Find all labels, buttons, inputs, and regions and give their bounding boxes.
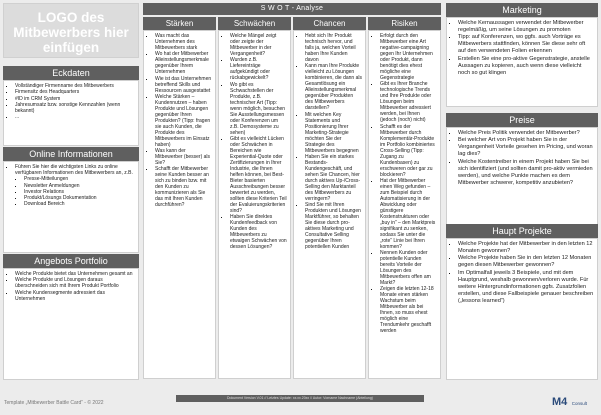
angebot-section — [3, 254, 139, 380]
marketing-body — [446, 17, 598, 107]
swot-header-risiken: Risiken — [368, 17, 441, 30]
online-title: Online Informationen — [3, 147, 139, 161]
swot-header-schwaechen: Schwächen — [218, 17, 291, 30]
angebot-item: ▪ Welche Produkte bietet das Unternehmen gesamt an — [15, 271, 135, 277]
angebot-title: Angebots Portfolio — [3, 254, 139, 268]
chancen-item: ▪ Haben Sie ein starkes Bestands-Kundengeschäft, und sehen Sie Chancen, hier durch aktives Up-/Cross-Selling den Marktanteil des Mitbewerbers zu verringern? — [305, 154, 362, 202]
brand-sub: Consult — [571, 401, 587, 406]
eckdaten-item: ▪ Vollständiger Firmenname des Mitbewerbers — [15, 83, 135, 89]
staerken-item: ▪ Wie ist das Unternehmen betreffend Skills und Ressourcen ausgestattet — [155, 76, 212, 94]
swot-staerken-cell — [143, 30, 216, 379]
projekte-section — [446, 224, 598, 380]
footer-doc-version: Dokument Version V.01 // Letztes Update: xx.xx.20xx // Autor: Vorname Nachname (Abteilung) — [176, 395, 424, 402]
marketing-item: ▪ Tipp: auf Konferenzen, wo ggfs. auch Vorträge es Mitbewerbers stattfinden, können Sie diese sehr oft auf den verwendeten Folien erkennen — [458, 34, 594, 55]
risiken-item: ▪ Hat der Mitbewerber einen Weg gefunden – zum Beispiel durch Automatisierung in der Abwicklung oder günstigere Kostenstrukturen oder „buy in“ – den Marktpreis signifikant zu senken, sodass Sie unter die „rote“ Linie bei Ihren kommen? — [380, 178, 437, 250]
projekte-item: ▪ Im Optimalfall jeweils 3 Beispiele, und mit dem Hauptgrund, weshalb gewonnen/verloren wurde. Für weitere Hintergrundinformationen ggfs. Zusatzfolien erstellen, und diese Fallbeispiele genauer beschreiben („lessons learned“) — [458, 270, 594, 305]
swot-risiken-cell — [368, 30, 441, 379]
eckdaten-section — [3, 66, 139, 146]
preise-item: ▪ Welche Preis Politik verwendet der Mitbewerber? — [458, 130, 594, 137]
marketing-title: Marketing — [446, 3, 598, 17]
preise-item: ▪ Welche Kostentreiber in einem Projekt haben Sie bei sich identifiziert (und sollten damit pro-aktiv vermieden werden), und welche Punkte machen es dem Mitbewerber schwerer, kompetitiv anzubieten? — [458, 159, 594, 187]
swot-title: S W O T - Analyse — [143, 3, 441, 15]
marketing-item: ▪ Welche Kernaussagen verwendet der Mitbewerber regelmäßig, um seine Lösungen zu promoten — [458, 20, 594, 34]
angebot-item: ▪ Welche Produkte und Lösungen daraus überschneiden sich mit Ihrem Produkt Portfolio — [15, 277, 135, 289]
online-link-item: ▪ Produkt/Lösungs Dokumentation — [24, 195, 135, 201]
chancen-item: ▪ Kann man Ihre Produkte vielleicht zu Lösungen kombinieren, die dann als Gesamtlösung ein Alleinstellungsmerkmal gegenüber Produkten des Mitbewerbers darstellen? — [305, 63, 362, 111]
marketing-item: ▪ Erstellen Sie eine pro-aktive Gegenstrategie, anstelle Aussagen zu kopieren, auch wenn diese vielleicht noch so gut klingen — [458, 56, 594, 77]
projekte-title: Haupt Projekte — [446, 224, 598, 238]
risiken-item: ▪ Erfolgt durch den Mitbewerber eine Art negative-campaigning gegen Ihr Unternehmen oder Produkt, dann benötigt dies ehest mögliche eine Gegenstrategie — [380, 33, 437, 81]
risiken-item: ▪ Zeigen die letzten 12-18 Monate einen stärken Wachstum beim Mitbewerber als bei Ihnen, so muss ehest möglich eine Trendumkehr geschafft werden — [380, 286, 437, 334]
swot-chancen-cell — [293, 30, 366, 379]
risiken-item: ▪ Nennen Kunden oder potentielle Kunden bereits Vorteile der Lösungen des Mitbewerbers offen am Markt? — [380, 250, 437, 286]
online-link-item: ▪ Investor Relations — [24, 189, 135, 195]
schwaechen-item: ▪ Welche Mängel zeigt oder zeigte der Mitbewerber in der Vergangenheit? — [230, 33, 287, 57]
online-link-item: ▪ Newsletter Anmeldungen — [24, 183, 135, 189]
online-body — [3, 161, 139, 253]
marketing-section — [446, 3, 598, 107]
preise-item: ▪ Bei welcher Art von Projekt haben Sie in der Vergangenheit Vorteile gesehen im Pricing, und woran lag dies? — [458, 137, 594, 158]
schwaechen-item: ▪ Gibt es vielleicht Lücken oder Schwächen in Bereichen wie Experiential-Quote oder Zertifizierungen in Ihrer Industrie, die Ihnen helfen können, bei Best-Bieter basierten Ausschreibungen besser bewertet zu werden, sollten diese Kriterien Teil der Evaluierungskriterien sind? — [230, 136, 287, 214]
angebot-item: ▪ Welche Kundensegmente adressiert das Unternehmen — [15, 290, 135, 302]
chancen-item: ▪ Sind Sie mit Ihren Produkten und Lösungen Marktführer, so behalten Sie diese durch pro-aktives Marketing und Consultative Selling gegenüber Ihren potentiellen Kunden — [305, 202, 362, 250]
online-section — [3, 147, 139, 253]
schwaechen-item: ▪ Haben Sie direktes Kundenfeedback von Kunden des Mitbewerbers zu etwaigen Schwächen von dessen Lösungen? — [230, 214, 287, 250]
preise-title: Preise — [446, 113, 598, 127]
eckdaten-item: ▪ #ID im CRM System — [15, 96, 135, 102]
angebot-body — [3, 268, 139, 380]
competitor-logo-placeholder: LOGO des Mitbewerbers hier einfügen — [3, 3, 139, 58]
schwaechen-item: ▪ Wo gibt es Schwachstellen der Produkte, z.B. technischer Art (Tipp: wenn möglich, besuchen Sie Ausstellungsmessen oder Konferenzen um z.B. Demosysteme zu sehen) — [230, 82, 287, 136]
chancen-item: ▪ Hebt sich Ihr Produkt technisch hervor, und falls ja, welchen Vorteil haben Ihre Kunden davon — [305, 33, 362, 63]
brand-logo — [552, 392, 587, 410]
brand-main: M4 — [552, 396, 568, 408]
risiken-item: ▪ Gibt es Ihrer Branche technologische Trends und Ihre Produkte oder Lösungen beim Mitbewerber adressiert werden, bei Ihnen (jedoch (noch) nicht) — [380, 81, 437, 123]
online-link-item: ▪ Download Bereich — [24, 201, 135, 207]
staerken-item: ▪ Welche Stärken – Kundennutzen – haben Produkte und Lösungen gegenüber Ihren Produkten? (Tipp: fragen sie auch Kunden, die Produkte des Mitbewerbers im Einsatz haben) — [155, 94, 212, 148]
staerken-item: ▪ Was kann der Mitbewerber (besser) als Sie? — [155, 148, 212, 166]
projekte-body — [446, 238, 598, 380]
schwaechen-item: ▪ Wurden z.B. Liefereinträge aufgekündigt oder rückabgewickelt? — [230, 57, 287, 81]
staerken-item: ▪ Was macht das Unternehmen des Mitbewerbers stark — [155, 33, 212, 51]
risiken-item: ▪ Schafft es der Mitbewerber durch Komplementär-Produkte im Portfolio kombiniertes Cross-Selling (Tipp: Zugang zu Kundenbasen) zu erschweren oder gar zu blockieren? — [380, 124, 437, 178]
eckdaten-title: Eckdaten — [3, 66, 139, 80]
footer-template-note: Template „Mitbewerber Battle Card“ - © 2022 — [4, 400, 104, 406]
online-intro: ▪ Führen Sie hier die wichtigsten Links zu online verfügbaren Informationen des Mitbewerbers an, z.B. — [15, 164, 135, 176]
projekte-item: ▪ Welche Projekte haben Sie in den letzten 12 Monaten gegen diesen Mitbewerber gewonnen? — [458, 255, 594, 269]
projekte-item: ▪ Welche Projekte hat der Mitbewerber in den letzten 12 Monaten gewonnen? — [458, 241, 594, 255]
swot-schwaechen-cell — [218, 30, 291, 379]
preise-body — [446, 127, 598, 225]
online-link-item: ▪ Presse-Mitteilungen — [24, 176, 135, 182]
eckdaten-item: ▪ Firmensitz des Headquarters — [15, 89, 135, 95]
staerken-item: ▪ Wo hat der Mitbewerber Alleinstellungsmerkmale gegenüber Ihrem Unternehmen — [155, 51, 212, 75]
preise-section — [446, 113, 598, 225]
eckdaten-item: ▪ Jahresumsatz bzw. sonstige Kennzahlen (wenn bekannt) — [15, 102, 135, 114]
swot-header-chancen: Chancen — [293, 17, 366, 30]
staerken-item: ▪ Schafft der Mitbewerber seine Kunden besser an sich zu binden bzw. mit den Kunden zu kommunizieren als Sie das mit Ihren Kunden durchführen? — [155, 166, 212, 208]
swot-header-staerken: Stärken — [143, 17, 216, 30]
eckdaten-item: ▪ ... — [15, 114, 135, 120]
chancen-item: ▪ Mit welchen Key Statements und Positionierung Ihrer Marketing-Strategie möchten Sie der Strategie des Mitbewerbers begegnen — [305, 112, 362, 154]
eckdaten-body — [3, 80, 139, 146]
